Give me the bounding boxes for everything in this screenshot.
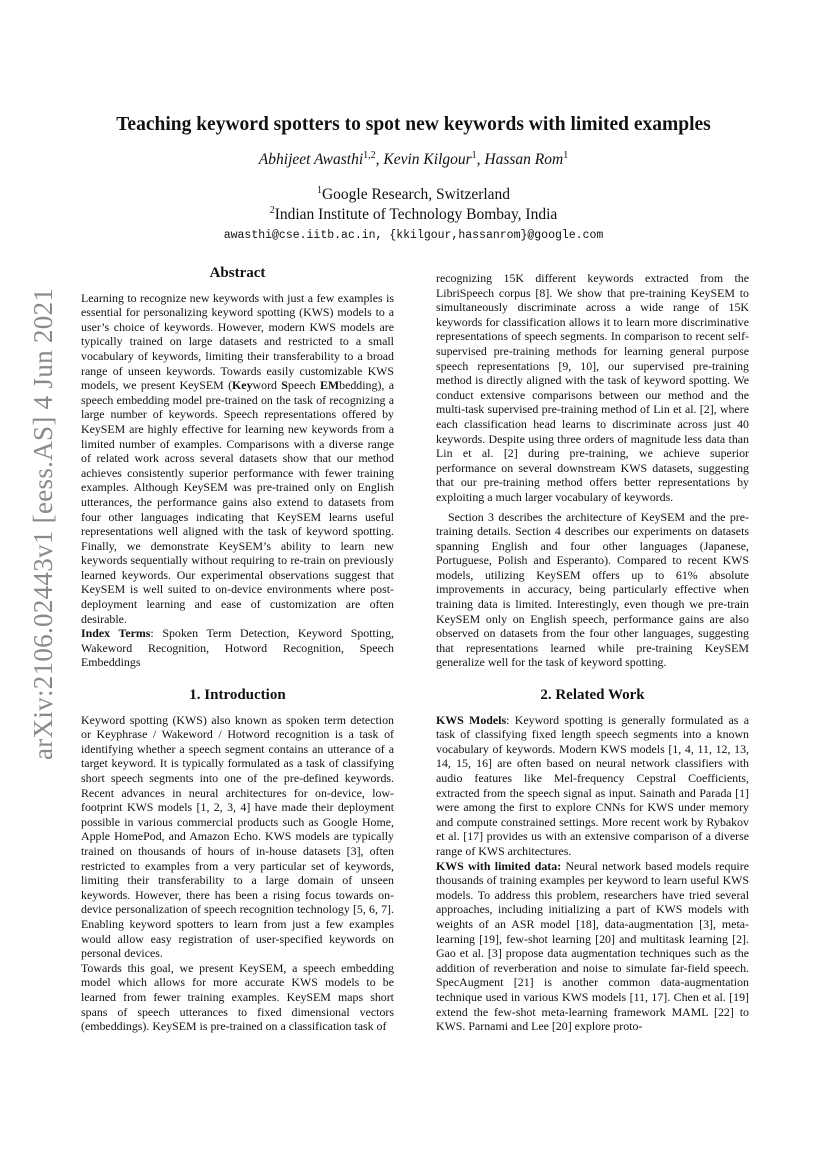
arxiv-id: arXiv:2106.02443v1 [eess.AS] 4 Jun 2021 <box>28 287 58 760</box>
intro-paragraph: Section 3 describes the architecture of KeySEM and the pre-training details. Section 4 describes our experiments on datasets spanning English and four other languages (Japanese, Portuguese, Polish and Esperanto). Compared to recent KWS models, utilizing KeySEM offers up to 61% absolute improvements in accuracy, being particularly effective when training data is limited. Interestingly, even though we pre-train KeySEM only on English speech, performance gains are also observed on datasets from the four other languages, suggesting that representations learned while pre-training KeySEM generalize well for the task of keyword spotting. <box>436 509 749 670</box>
intro-paragraph: Towards this goal, we present KeySEM, a speech embedding model which allows for more accurate KWS models to be learned from fewer training examples. KeySEM maps short spans of speech utterances to fixed dimensional vectors (embeddings). KeySEM is pre-trained on a classification task of <box>81 960 394 1034</box>
related-work-paragraph: KWS Models: Keyword spotting is generally formulated as a task of classifying fixed length speech segments into a known vocabulary of keywords. Modern KWS models [1, 4, 11, 12, 13, 14, 15, 16] are often based on neural network classifiers with audio features like Mel-frequency Cepstral Coefficients, extracted from the speech signal as input. Sainath and Parada [1] were among the first to explore CNNs for KWS under memory and compute constrained settings. More recent work by Rybakov et al. [17] provides us with an extensive comparison of a diverse range of KWS architectures. <box>436 712 749 858</box>
abstract-heading: Abstract <box>209 265 266 281</box>
intro-paragraph: Keyword spotting (KWS) also known as spoken term detection or Keyphrase / Wakeword / Hotword recognition is a task of identifying whether a speech segment contains an utterance of a target keyword. It is typically formulated as a task of classifying short speech segments into one of the pre-defined keywords. Recent advances in neural architectures for on-device, low-footprint KWS models [1, 2, 3, 4] have made their deployment possible in various commercial products such as Google Home, Apple HomePod, and Amazon Echo. KWS models are typically trained on thousands of hours of in-house datasets [3], often restricted to examples from a very particular set of keywords, limiting their transferability to a large domain of unseen keywords. However, there has been a rising focus towards on-device personalization of speech recognition technology [5, 6, 7]. Enabling keyword spotters to learn from just a few examples would allow easy registration of user-specified keywords on personal devices. <box>81 712 394 961</box>
related-work-heading: 2. Related Work <box>540 687 645 704</box>
author-emails: awasthi@cse.iitb.ac.in, {kkilgour,hassanrom}@google.com <box>223 229 604 242</box>
author-sup: 1 <box>563 150 569 161</box>
affiliation: $^2$Indian Institute of Technology Bombay, India <box>269 205 558 224</box>
author-name: Abhijeet Awasthi <box>258 151 364 169</box>
abstract-body: Learning to recognize new keywords with just a few examples is essential for personalizing keyword spotting (KWS) models to a user’s choice of keywords. However, modern KWS models are typically trained on large datasets and restricted to a small vocabulary of keywords, limiting their transferability to a broad range of unseen keywords. Towards easily customizable KWS models, we present KeySEM (Keyword Speech EMbedding), a speech embedding model pre-trained on the task of recognizing a large number of keywords. Speech representations offered by KeySEM are highly effective for learning new keywords from a limited number of examples. Comparisons with a diverse range of related work across several datasets show that our method achieves consistently superior performance with fewer training examples. Although KeySEM was pre-trained only on English utterances, the performance gains also extend to datasets from four other languages indicating that KeySEM learns useful representations well aligned with the task of keyword spotting. Finally, we demonstrate KeySEM’s ability to learn new keywords sequentially without requiring to re-train on previously learned keywords. Our experimental observations suggest that KeySEM is well suited to on-device environments where post-deployment learning and ease of customization are often desirable. <box>81 290 394 626</box>
index-terms: Index Terms: Spoken Term Detection, Keyword Spotting, Wakeword Recognition, Hotword Recognition, Speech Embeddings <box>81 626 394 670</box>
affiliation: $^1$Google Research, Switzerland <box>316 185 511 204</box>
paper-title: Teaching keyword spotters to spot new keywords with limited examples <box>116 114 711 135</box>
author-name: Kevin Kilgour <box>383 151 472 169</box>
author-name: Hassan Rom <box>484 151 564 169</box>
author-sup: 1 <box>471 150 477 161</box>
left-column <box>81 266 394 1034</box>
introduction-heading: 1. Introduction <box>189 687 286 704</box>
related-work-paragraph: KWS with limited data: Neural network based models require thousands of training examples per keyword to learn useful KWS models. To address this problem, researchers have tried several approaches, including initializing a part of KWS models with weights of an ASR model [18], data-augmentation [3], meta-learning [19], few-shot learning [20] and multitask learning [2]. Gao et al. [3] propose data augmentation techniques such as the addition of reverberation and noise to simulate far-field speech. SpecAugment [21] is another common data-augmentation technique used in various KWS models [11, 17]. Chen et al. [19] extend the few-shot meta-learning framework MAML [22] to KWS. Parnami and Lee [20] explore proto- <box>436 858 749 1034</box>
right-column <box>436 271 749 1034</box>
intro-paragraph-continued: recognizing 15K different keywords extracted from the LibriSpeech corpus [8]. We show that pre-training KeySEM to simultaneously discriminate across a wide range of 15K keywords for classification allows it to learn more discriminative representations of speech segments. In comparison to recent self-supervised pre-training methods for learning general purpose speech representations [9, 10], our supervised pre-training method is directly aligned with the task of keyword spotting. We conduct extensive comparisons between our method and the multi-task supervised pre-training method of Lin et al. [2], where each classification head learns to discriminate across just 40 keywords. Despite using three orders of magnitude less data than Lin et al. [2] during pre-training, we achieve superior performance on several downstream KWS datasets, suggesting that our pre-training method offers better representations by exploiting a much larger vocabulary of keywords. <box>436 271 749 504</box>
author-list: Abhijeet Awasthi$^{1,2}$, Kevin Kilgour$^1$, Hassan Rom$^1$ <box>258 150 569 169</box>
author-sup: 1,2 <box>363 150 376 161</box>
